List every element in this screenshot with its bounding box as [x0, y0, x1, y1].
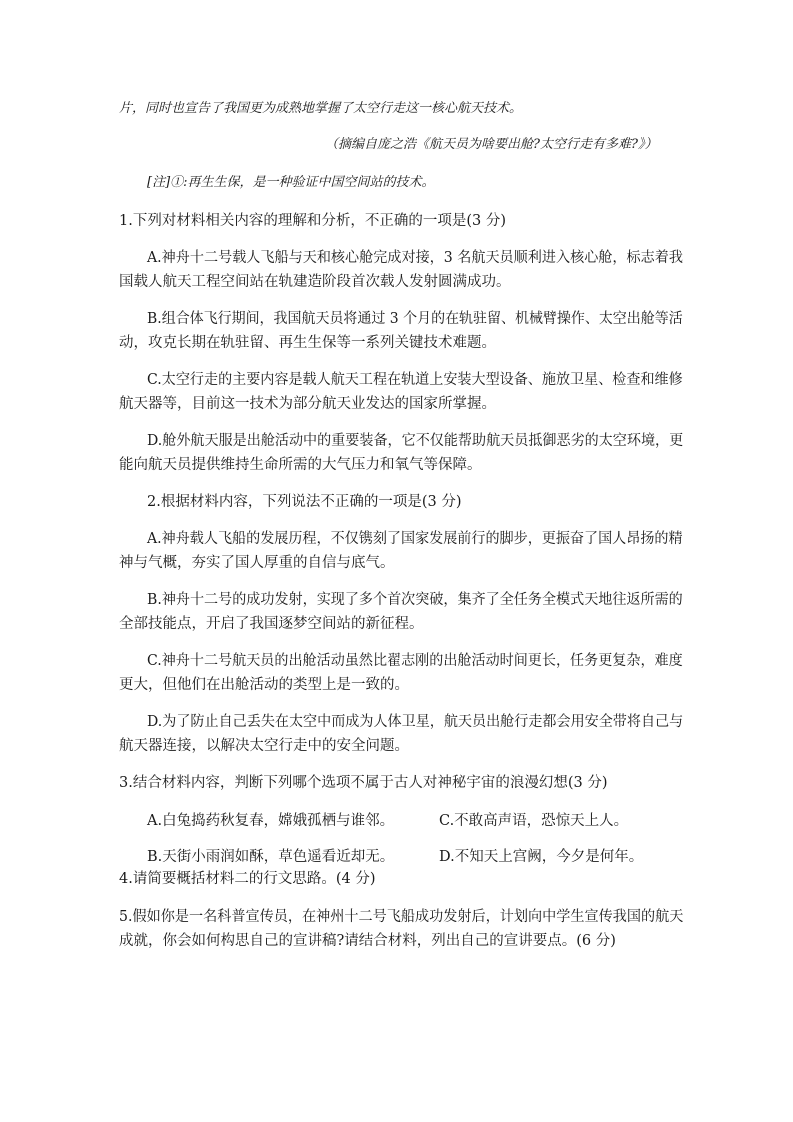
q2-option-a-line1: A.神舟载人飞船的发展历程，不仅镌刻了国家发展前行的脚步，更振奋了国人昂扬的精 [147, 531, 683, 547]
q3-option-a: A.白兔捣药秋复春，嫦娥孤栖与谁邻。 [147, 813, 395, 829]
q2-option-c-line2: 更大，但他们在出舱活动的类型上是一致的。 [119, 677, 409, 693]
footnote: [注]①:再生生保，是一种验证中国空间站的技术。 [147, 175, 435, 190]
q5-stem-line1: 5.假如你是一名科普宣传员，在神州十二号飞船成功发射后，计划向中学生宣传我国的航天 [119, 909, 684, 925]
q4-stem: 4.请简要概括材料二的行文思路。(4 分) [119, 871, 376, 887]
q3-option-c: C.不敢高声语，恐惊天上人。 [439, 813, 629, 829]
source-citation: （摘编自庞之浩《航天员为啥要出舱?太空行走有多难?》） [325, 137, 658, 152]
q1-stem: 1.下列对材料相关内容的理解和分析，不正确的一项是(3 分) [119, 213, 506, 229]
q3-option-b: B.天街小雨润如酥，草色遥看近却无。 [147, 849, 395, 865]
q2-option-a-line2: 神与气概，夯实了国人厚重的自信与底气。 [119, 555, 395, 571]
q2-option-b-line2: 全部技能点，开启了我国逐梦空间站的新征程。 [119, 616, 424, 632]
q1-option-d-line2: 能向航天员提供维持生命所需的大气压力和氧气等保障。 [119, 457, 482, 473]
q1-option-c-line2: 航天器等，目前这一技术为部分航天业发达的国家所掌握。 [119, 396, 496, 412]
q2-option-b-line1: B.神舟十二号的成功发射，实现了多个首次突破，集齐了全任务全模式天地往返所需的 [147, 592, 683, 608]
q1-option-a-line1: A.神舟十二号载人飞船与天和核心舱完成对接，3 名航天员顺利进入核心舱，标志着我 [147, 250, 683, 266]
q2-option-d-line2: 航天器连接，以解决太空行走中的安全问题。 [119, 738, 409, 754]
intro-tail: 片，同时也宣告了我国更为成熟地掌握了太空行走这一核心航天技术。 [119, 101, 523, 116]
q1-option-d-line1: D.舱外航天服是出舱活动中的重要装备，它不仅能帮助航天员抵御恶劣的太空环境，更 [147, 433, 684, 449]
q2-option-c-line1: C.神舟十二号航天员的出舱活动虽然比翟志刚的出舱活动时间更长，任务更复杂，难度 [147, 653, 683, 669]
q3-option-d: D.不知天上宫阙，今夕是何年。 [439, 849, 644, 865]
q1-option-b-line1: B.组合体飞行期间，我国航天员将通过 3 个月的在轨驻留、机械臂操作、太空出舱等活 [147, 311, 683, 327]
q5-stem-line2: 成就，你会如何构思自己的宣讲稿?请结合材料，列出自己的宣讲要点。(6 分) [119, 933, 616, 949]
q1-option-c-line1: C.太空行走的主要内容是载人航天工程在轨道上安装大型设备、施放卫星、检查和维修 [147, 372, 683, 388]
q2-option-d-line1: D.为了防止自己丢失在太空中而成为人体卫星，航天员出舱行走都会用安全带将自己与 [147, 714, 684, 730]
q2-stem: 2.根据材料内容，下列说法不正确的一项是(3 分) [147, 494, 462, 510]
q1-option-a-line2: 国载人航天工程空间站在轨建造阶段首次载人发射圆满成功。 [119, 274, 511, 290]
q1-option-b-line2: 动，攻克长期在轨驻留、再生生保等一系列关键技术难题。 [119, 335, 496, 351]
q3-stem: 3.结合材料内容，判断下列哪个选项不属于古人对神秘宇宙的浪漫幻想(3 分) [119, 775, 608, 791]
